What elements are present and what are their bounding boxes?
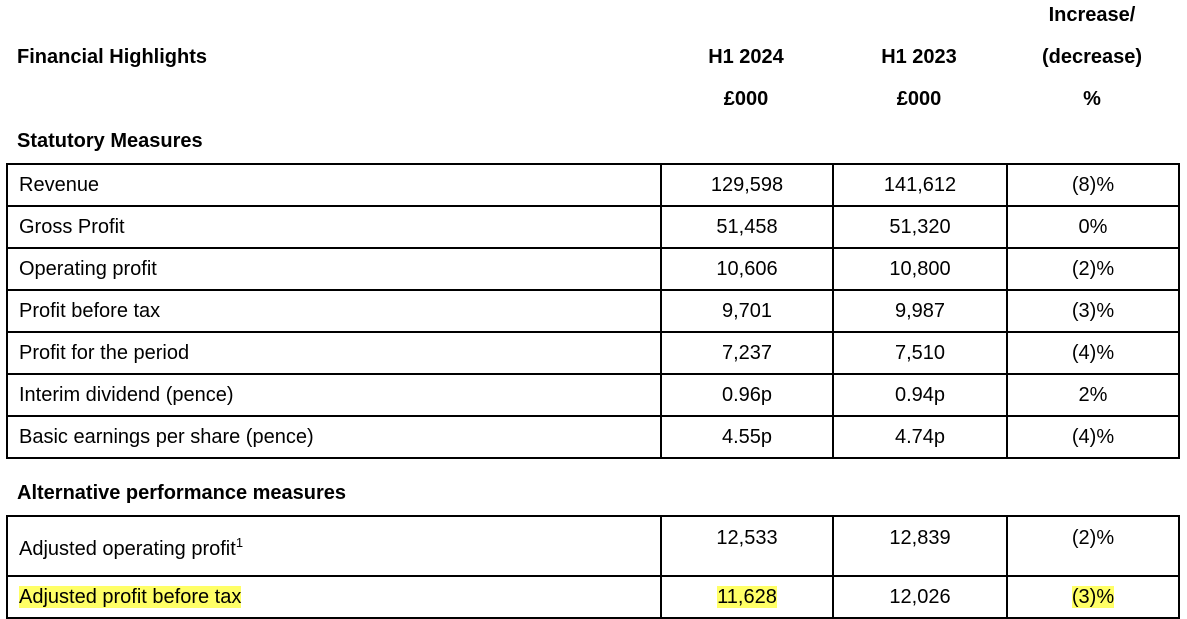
highlighted-text: 11,628: [717, 585, 777, 608]
col-header-h1-2023-period: H1 2023: [881, 46, 957, 68]
col-header-h1-2023-unit: £000: [896, 88, 942, 110]
value-h1-2024: 7,237: [661, 332, 833, 374]
value-change: (2)%: [1007, 248, 1179, 290]
row-label: Revenue: [7, 164, 661, 206]
row-label: [7, 576, 661, 618]
value-change: 2%: [1007, 374, 1179, 416]
row-label: Profit before tax: [7, 290, 661, 332]
col-header-change-unit: %: [1083, 88, 1101, 110]
value-change: (2)%: [1007, 516, 1179, 576]
table-row: [7, 416, 1179, 458]
row-label: Interim dividend (pence): [7, 374, 661, 416]
table-row: [7, 374, 1179, 416]
section-heading-alternative: Alternative performance measures: [17, 482, 347, 504]
value-h1-2024: 12,533: [661, 516, 833, 576]
value-change: (3)%: [1007, 290, 1179, 332]
row-label: Profit for the period: [7, 332, 661, 374]
alternative-measures-table: [6, 515, 1180, 619]
statutory-measures-table: [6, 163, 1180, 459]
col-header-h1-2024-unit: £000: [723, 88, 769, 110]
value-change: 0%: [1007, 206, 1179, 248]
table-row: [7, 206, 1179, 248]
table-row: [7, 576, 1179, 618]
row-label: Basic earnings per share (pence): [7, 416, 661, 458]
table-row: [7, 248, 1179, 290]
value-h1-2024: 129,598: [661, 164, 833, 206]
table-row: [7, 290, 1179, 332]
footnote-marker: 1: [235, 534, 244, 550]
row-label-text: Adjusted operating profit: [19, 537, 236, 560]
page-title: Financial Highlights: [17, 46, 208, 68]
highlighted-text: (3)%: [1071, 585, 1115, 608]
value-h1-2023: 4.74p: [833, 416, 1007, 458]
value-h1-2023: 0.94p: [833, 374, 1007, 416]
value-h1-2024: 51,458: [661, 206, 833, 248]
value-h1-2024: 0.96p: [661, 374, 833, 416]
value-h1-2023: 7,510: [833, 332, 1007, 374]
table-row: [7, 164, 1179, 206]
value-h1-2023: 12,026: [833, 576, 1007, 618]
col-header-change-line2: (decrease): [1041, 46, 1143, 68]
table-row: [7, 332, 1179, 374]
highlighted-text: Adjusted profit before tax: [19, 585, 242, 608]
row-label: Operating profit: [7, 248, 661, 290]
value-h1-2024: 9,701: [661, 290, 833, 332]
col-header-change-line1: Increase/: [1048, 4, 1136, 26]
row-label: Gross Profit: [7, 206, 661, 248]
value-change: (4)%: [1007, 332, 1179, 374]
value-h1-2023: 141,612: [833, 164, 1007, 206]
col-header-h1-2024-period: H1 2024: [708, 46, 784, 68]
table-row: [7, 516, 1179, 576]
value-change: (4)%: [1007, 416, 1179, 458]
value-h1-2024: 10,606: [661, 248, 833, 290]
value-h1-2023: 12,839: [833, 516, 1007, 576]
section-heading-statutory: Statutory Measures: [17, 130, 203, 152]
value-h1-2024: [661, 576, 833, 618]
value-change: [1007, 576, 1179, 618]
value-h1-2023: 51,320: [833, 206, 1007, 248]
row-label: [7, 516, 661, 576]
value-h1-2023: 9,987: [833, 290, 1007, 332]
value-h1-2023: 10,800: [833, 248, 1007, 290]
value-h1-2024: 4.55p: [661, 416, 833, 458]
value-change: (8)%: [1007, 164, 1179, 206]
